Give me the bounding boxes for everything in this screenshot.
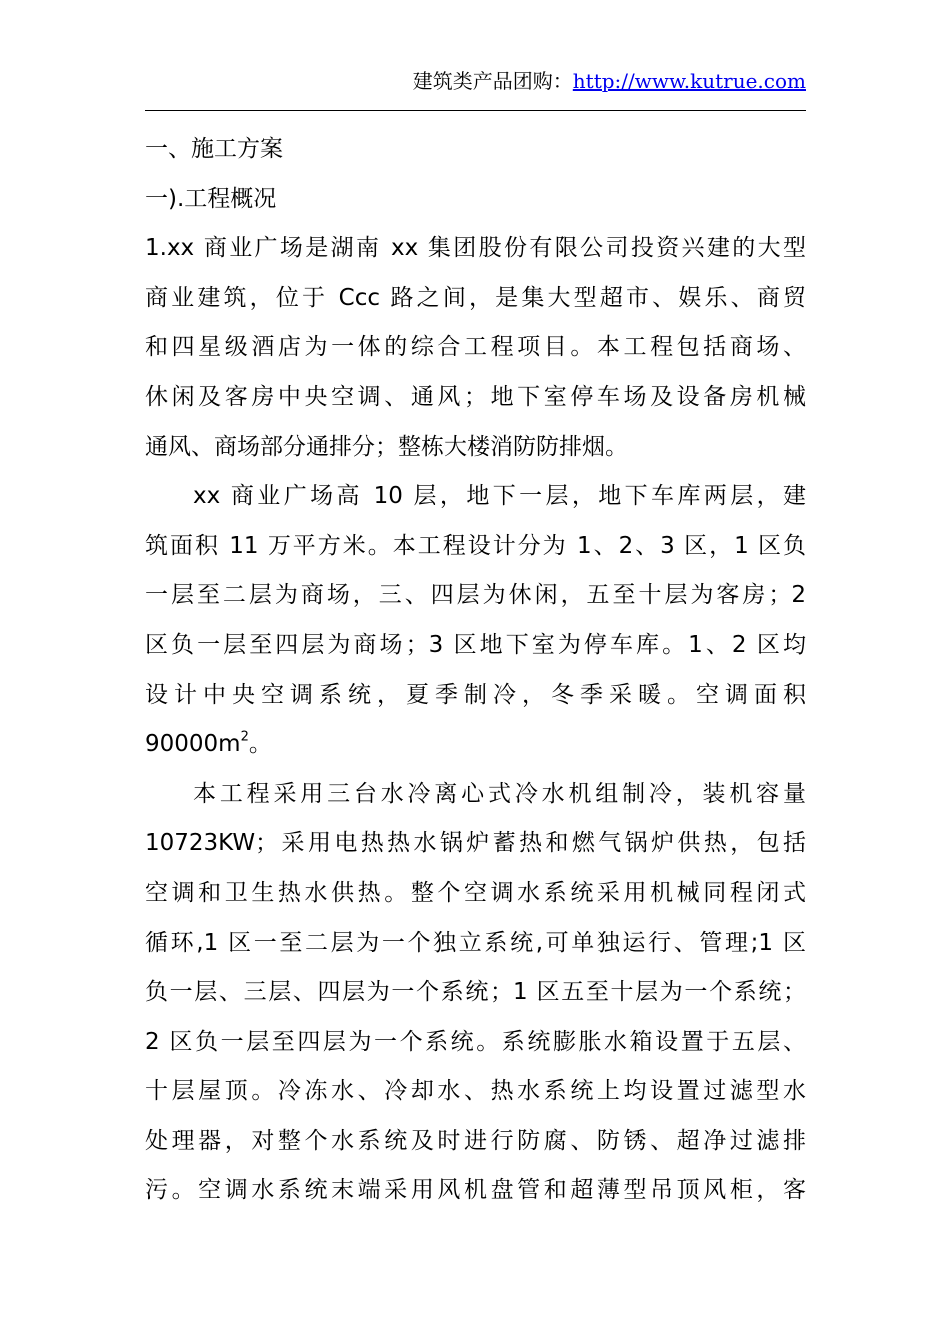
paragraph-line: 设计中央空调系统，夏季制冷，冬季采暖。空调面积 <box>145 681 806 708</box>
paragraph-line: 本工程采用三台水冷离心式冷水机组制冷，装机容量 <box>193 780 806 807</box>
paragraph-line: xx 商业广场高 10 层，地下一层，地下车库两层，建 <box>193 483 806 510</box>
area-superscript: 2 <box>240 729 249 745</box>
paragraph-line: 循环,1 区一至二层为一个独立系统,可单独运行、管理;1 区 <box>145 929 806 956</box>
paragraph-line <box>145 720 806 770</box>
paragraph-line: 污。空调水系统末端采用风机盘管和超薄型吊顶风柜，客 <box>145 1177 806 1204</box>
paragraph-line: 一层至二层为商场，三、四层为休闲，五至十层为客房；2 <box>145 582 806 609</box>
paragraph-line: 2 区负一层至四层为一个系统。系统膨胀水箱设置于五层、 <box>145 1028 806 1055</box>
document-body <box>145 125 806 1216</box>
section-heading: 一、施工方案 <box>145 136 283 162</box>
paragraph-line: 负一层、三层、四层为一个系统；1 区五至十层为一个系统； <box>145 979 806 1006</box>
paragraph-line: 商业建筑，位于 Ccc 路之间，是集大型超市、娱乐、商贸 <box>145 284 806 311</box>
subsection-heading: 一).工程概况 <box>145 185 277 212</box>
paragraph-line: 和四星级酒店为一体的综合工程项目。本工程包括商场、 <box>145 334 806 361</box>
paragraph-line: 10723KW；采用电热热水锅炉蓄热和燃气锅炉供热，包括 <box>145 830 806 857</box>
paragraph-line: 休闲及客房中央空调、通风；地下室停车场及设备房机械 <box>145 383 806 410</box>
header-divider <box>145 110 806 111</box>
header-label: 建筑类产品团购： <box>412 69 573 93</box>
paragraph-line: 十层屋顶。冷冻水、冷却水、热水系统上均设置过滤型水 <box>145 1078 806 1105</box>
area-value: 90000m <box>145 731 241 758</box>
area-end-mark: 。 <box>248 731 272 758</box>
page-header <box>145 66 806 96</box>
paragraph-line: 处理器，对整个水系统及时进行防腐、防锈、超净过滤排 <box>145 1127 806 1154</box>
paragraph-line: 空调和卫生热水供热。整个空调水系统采用机械同程闭式 <box>145 879 806 906</box>
paragraph-line: 通风、商场部分通排分；整栋大楼消防防排烟。 <box>145 433 628 460</box>
paragraph-line: 1.xx 商业广场是湖南 xx 集团股份有限公司投资兴建的大型 <box>145 235 806 262</box>
header-url-link[interactable]: http://www.kutrue.com <box>572 69 806 93</box>
paragraph-line: 区负一层至四层为商场；3 区地下室为停车库。1、2 区均 <box>145 631 806 658</box>
paragraph-line: 筑面积 11 万平方米。本工程设计分为 1、2、3 区，1 区负 <box>145 532 806 559</box>
